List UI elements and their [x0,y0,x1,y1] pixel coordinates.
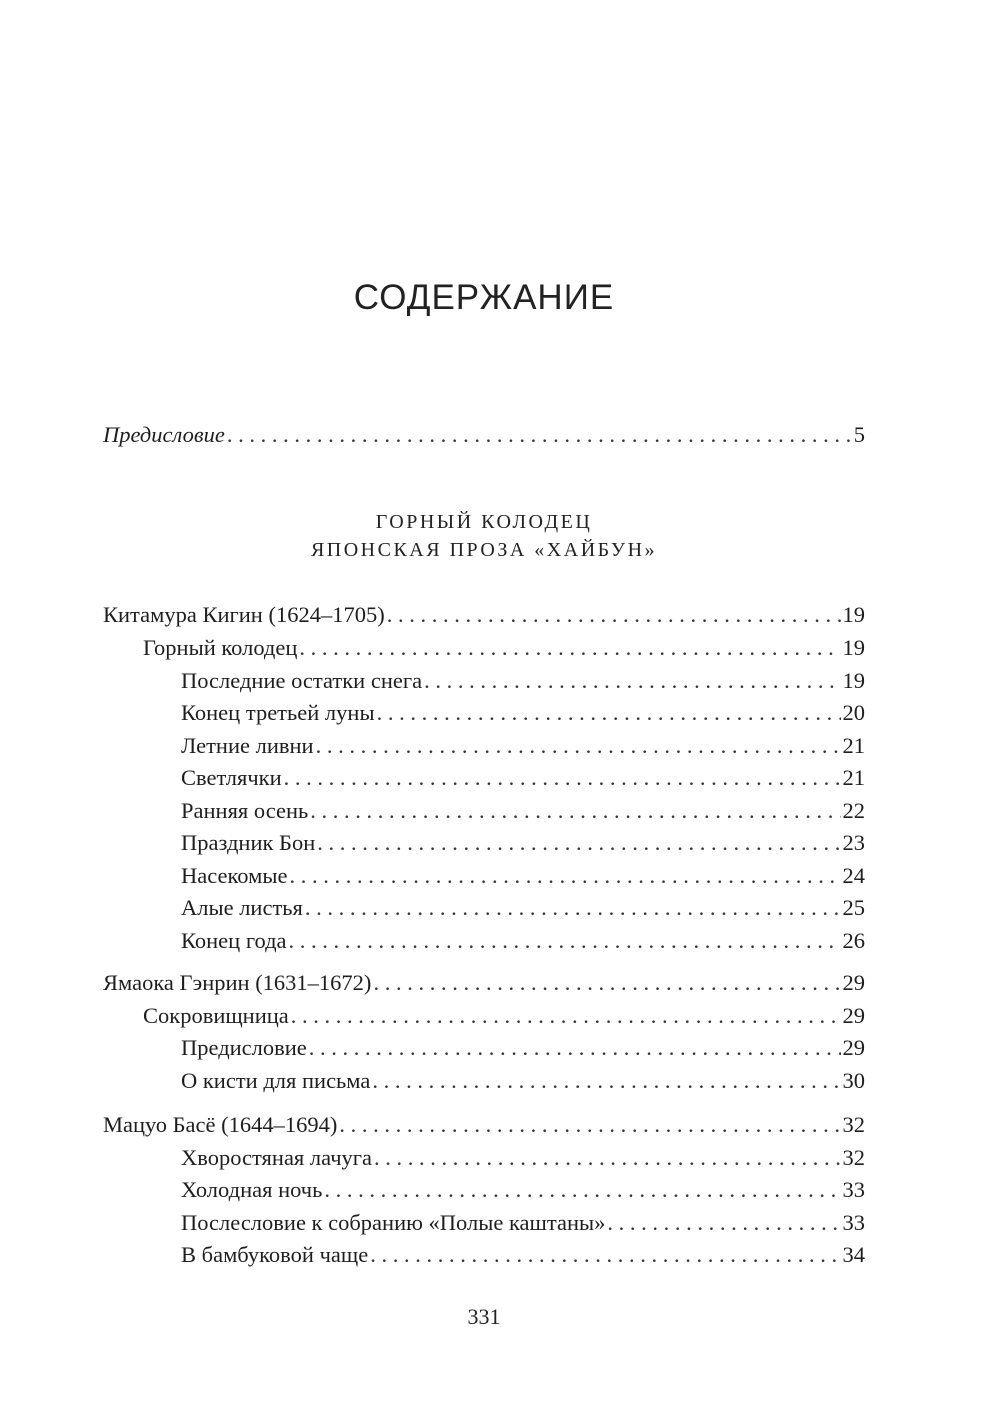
toc-entry-chapter [181,1240,865,1270]
toc-entry-author [103,600,865,630]
toc-entry-page: 21 [842,733,865,758]
toc-entry-work [143,1001,865,1031]
leader-dots [291,1001,841,1031]
leader-dots [305,893,841,923]
toc-entry-work [143,633,865,663]
toc-entry-page: 22 [842,798,865,823]
toc-entry-page: 24 [842,863,865,888]
toc-entry-page: 30 [842,1068,865,1093]
toc-entry-page: 21 [842,765,865,790]
toc-entry-label: О кисти для письма [181,1068,371,1093]
toc-entry-chapter [181,1033,865,1063]
leader-dots [227,420,852,450]
leader-dots [374,1143,841,1173]
toc-entry-chapter [181,893,865,923]
toc-entry-label: Праздник Бон [181,830,316,855]
toc-entry-page: 32 [842,1112,865,1137]
leader-dots [370,1240,840,1270]
toc-entry-label: Хворостяная лачуга [181,1145,372,1170]
toc-entry-label: Ранняя осень [181,798,309,823]
toc-entry-label: Ямаока Гэнрин (1631–1672) [103,970,372,995]
toc-entry-label: Мацуо Басё (1644–1694) [103,1112,338,1137]
leader-dots [284,763,841,793]
toc-entry-label: Конец третьей луны [181,700,375,725]
toc-entry-page: 19 [842,635,865,660]
leader-dots [289,926,841,956]
leader-dots [339,1110,840,1140]
toc-entry-page: 19 [842,668,865,693]
toc-entry-chapter [181,698,865,728]
leader-dots [317,828,840,858]
toc-entry-page: 23 [842,830,865,855]
toc-entry-author [103,1110,865,1140]
toc-entry-page: 32 [842,1145,865,1170]
toc-entry-author [103,968,865,998]
toc-entry-chapter [181,666,865,696]
toc-entry-label: Китамура Кигин (1624–1705) [103,602,385,627]
toc-entry-chapter [181,926,865,956]
toc-entry-page: 29 [842,970,865,995]
leader-dots [377,698,841,728]
toc-entry-label: Летние ливни [181,733,314,758]
toc-entry-label: Холодная ночь [181,1177,323,1202]
toc-entry-chapter [181,1066,865,1096]
leader-dots [372,1066,840,1096]
toc-entry-label: Сокровищница [143,1003,289,1028]
toc-entry-page: 26 [842,928,865,953]
leader-dots [309,1033,841,1063]
page-number: 331 [467,1304,501,1329]
leader-dots [387,600,841,630]
leader-dots [424,666,840,696]
toc-entry-chapter [181,1208,865,1238]
toc-entry-page: 33 [842,1177,865,1202]
toc-entry-page: 5 [853,422,865,447]
toc-entry-page: 29 [842,1035,865,1060]
section-heading: ГОРНЫЙ КОЛОДЕЦ [375,511,593,533]
toc-entry-chapter [181,828,865,858]
toc-entry-label: Послесловие к собранию «Полые каштаны» [181,1210,606,1235]
toc-entry-chapter [181,731,865,761]
leader-dots [607,1208,840,1238]
leader-dots [373,968,840,998]
leader-dots [316,731,841,761]
section-subheading: ЯПОНСКАЯ ПРОЗА «ХАЙБУН» [310,539,658,561]
leader-dots [289,861,840,891]
toc-entry-label: Конец года [181,928,287,953]
toc-entry-page: 19 [842,602,865,627]
toc-entry-label: Насекомые [181,863,288,888]
leader-dots [310,796,840,826]
toc-entry-page: 20 [842,700,865,725]
leader-dots [299,633,840,663]
toc-entry-label: В бамбуковой чаще [181,1242,369,1267]
toc-entry-chapter [181,796,865,826]
toc-entry-label: Последние остатки снега [181,668,423,693]
toc-entry-chapter [181,861,865,891]
toc-entry-page: 33 [842,1210,865,1235]
toc-entry-label: Предисловие [103,422,225,447]
toc-entry-chapter [181,763,865,793]
page-title: СОДЕРЖАНИЕ [353,278,615,317]
toc-entry-chapter [181,1175,865,1205]
toc-entry-page: 25 [842,895,865,920]
toc-entry-chapter [181,1143,865,1173]
toc-entry-label: Светлячки [181,765,282,790]
toc-entry-preface [103,420,865,450]
toc-entry-label: Алые листья [181,895,303,920]
toc-entry-label: Предисловие [181,1035,307,1060]
leader-dots [324,1175,840,1205]
toc-entry-page: 29 [842,1003,865,1028]
toc-entry-label: Горный колодец [143,635,298,660]
toc-entry-page: 34 [842,1242,865,1267]
